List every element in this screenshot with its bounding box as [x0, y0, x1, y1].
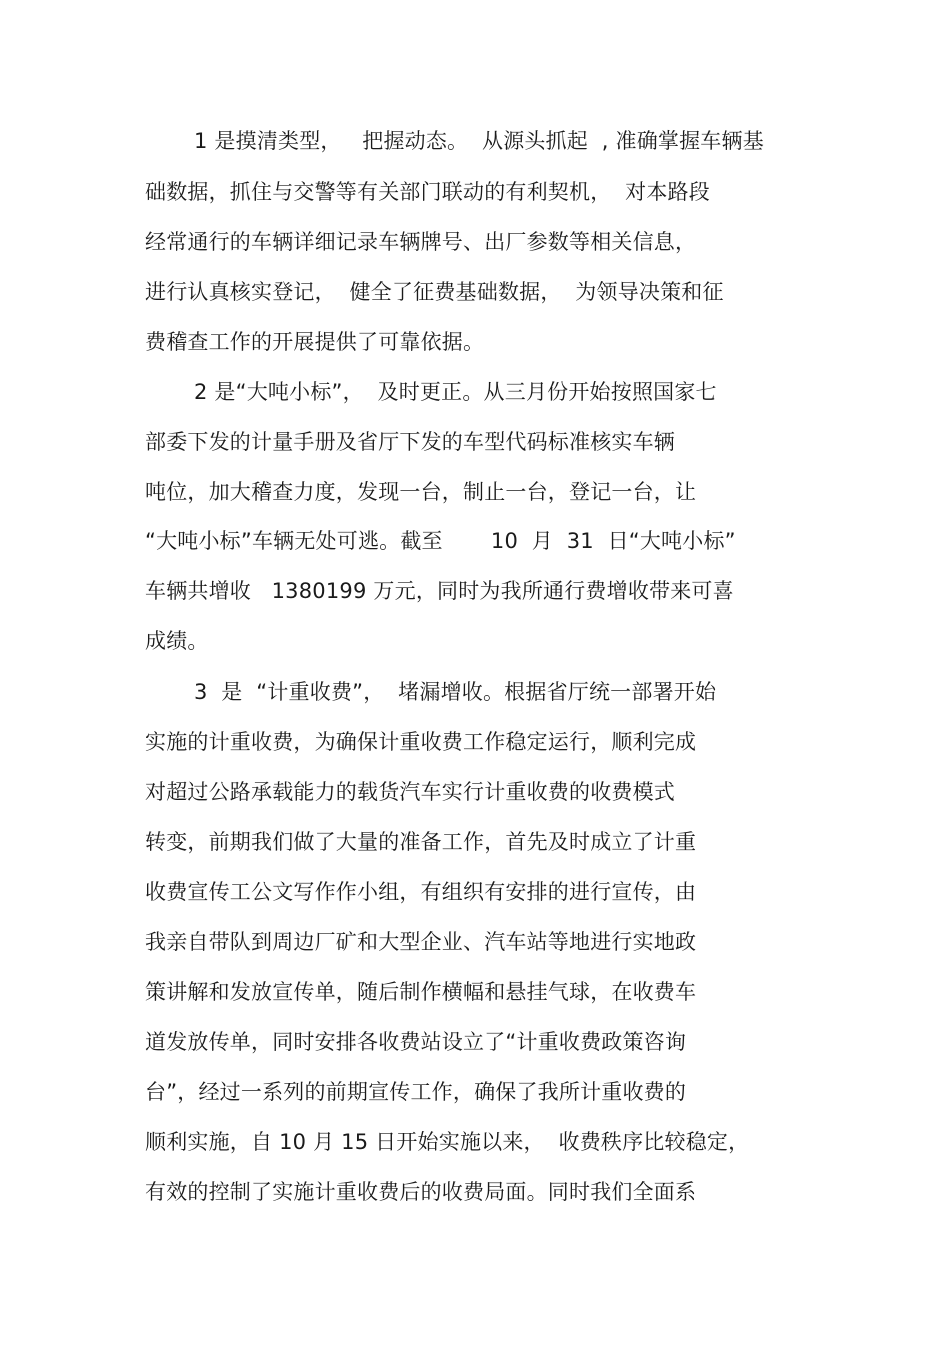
text-line: 2 是“大吨小标”， 及时更正。从三月份开始按照国家七 [194, 380, 717, 404]
text-line: 进行认真核实登记， 健全了征费基础数据， 为领导决策和征 [145, 280, 724, 304]
text-line: “大吨小标”车辆无处可逃。截至 10 月 31 日“大吨小标” [145, 529, 736, 553]
text-line: 转变，前期我们做了大量的准备工作，首先及时成立了计重 [145, 830, 697, 854]
text-line: 台”，经过一系列的前期宣传工作，确保了我所计重收费的 [145, 1080, 687, 1104]
text-line: 经常通行的车辆详细记录车辆牌号、出厂参数等相关信息， [145, 230, 697, 254]
text-line: 础数据，抓住与交警等有关部门联动的有利契机， 对本路段 [145, 180, 710, 204]
text-line: 收费宣传工公文写作作小组，有组织有安排的进行宣传，由 [145, 880, 697, 904]
text-line: 费稽查工作的开展提供了可靠依据。 [145, 330, 485, 354]
text-line: 3 是 “计重收费”， 堵漏增收。根据省厅统一部署开始 [194, 680, 717, 704]
text-line: 车辆共增收 1380199 万元，同时为我所通行费增收带来可喜 [145, 579, 734, 603]
text-line: 吨位，加大稽查力度，发现一台，制止一台，登记一台，让 [145, 480, 697, 504]
text-line: 部委下发的计量手册及省厅下发的车型代码标准核实车辆 [145, 430, 675, 454]
text-line: 对超过公路承载能力的载货汽车实行计重收费的收费模式 [145, 780, 675, 804]
text-line: 我亲自带队到周边厂矿和大型企业、汽车站等地进行实地政 [145, 930, 697, 954]
text-line: 顺利实施，自 10 月 15 日开始实施以来， 收费秩序比较稳定， [145, 1130, 750, 1154]
text-line: 策讲解和发放宣传单，随后制作横幅和悬挂气球，在收费车 [145, 980, 697, 1004]
text-line: 有效的控制了实施计重收费后的收费局面。同时我们全面系 [145, 1180, 697, 1204]
text-line: 道发放传单，同时安排各收费站设立了“计重收费政策咨询 [145, 1030, 687, 1054]
text-line: 1 是摸清类型， 把握动态。 从源头抓起 , 准确掌握车辆基 [194, 129, 764, 153]
text-line: 实施的计重收费，为确保计重收费工作稳定运行，顺利完成 [145, 730, 697, 754]
text-line: 成绩。 [145, 629, 209, 653]
